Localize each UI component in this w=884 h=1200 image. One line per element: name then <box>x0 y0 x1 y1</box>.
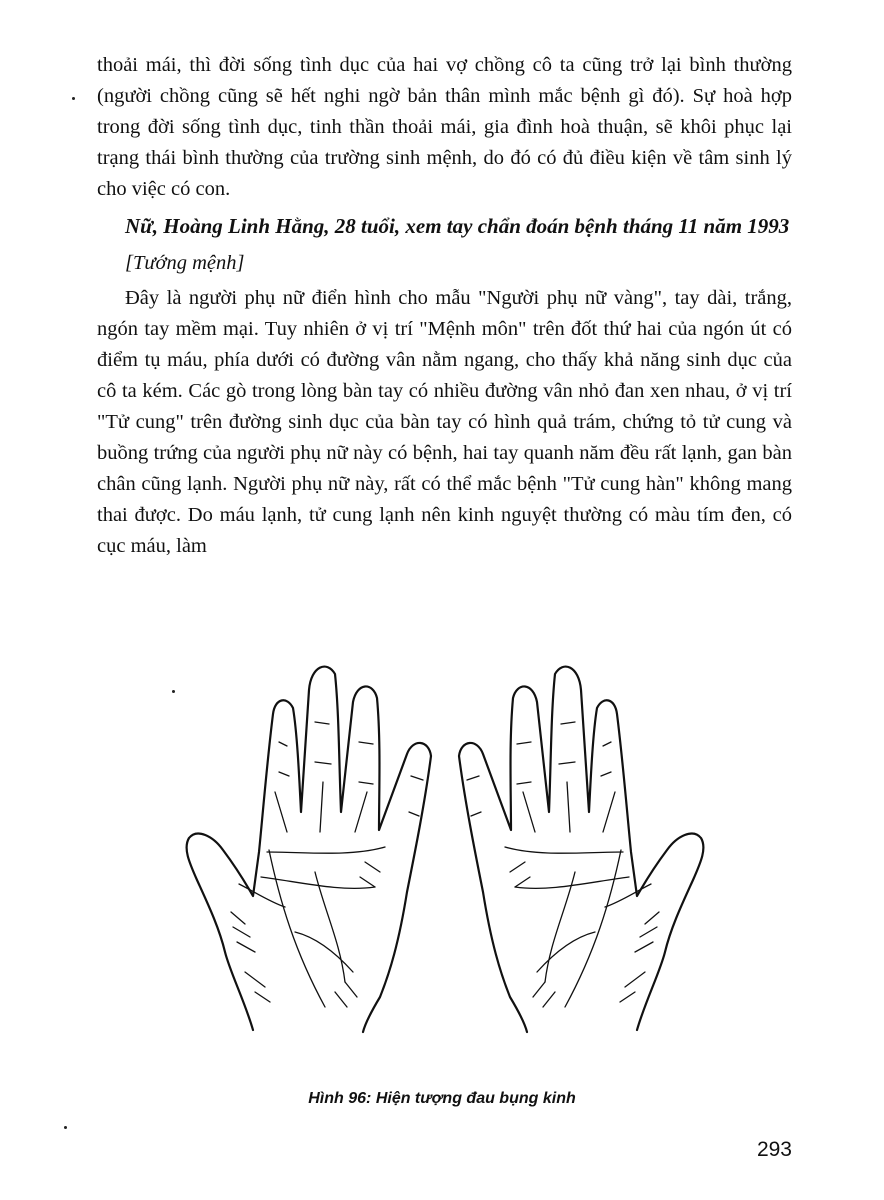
case-paragraph: Đây là người phụ nữ điển hình cho mẫu "Người phụ nữ vàng", tay dài, trắng, ngón tay mềm mại. Tuy nhiên ở vị trí "Mệnh môn" trên đốt thứ hai của ngón út có điểm tụ máu, phía dưới có đường vân nằm ngang, cho thấy khả năng sinh dục của cô ta kém. Các gò trong lòng bàn tay có nhiều đường vân nhỏ đan xen nhau, ở vị trí "Tử cung" trên đường sinh dục của bàn tay có hình quả trám, chứng tỏ tử cung và buồng trứng của người phụ nữ này có bệnh, hai tay quanh năm đều rất lạnh, gan bàn chân cũng lạnh. Người phụ nữ này, rất có thể mắc bệnh "Tử cung hàn" không mang thai được. Do máu lạnh, tử cung lạnh nên kinh nguyệt thường có màu tím đen, có cục máu, làm <box>97 287 792 557</box>
right-palm-lines <box>467 722 659 1007</box>
case-heading: Nữ, Hoàng Linh Hằng, 28 tuổi, xem tay chẩn đoán bệnh tháng 11 năm 1993 <box>125 214 790 238</box>
figure-caption: Hình 96: Hiện tượng đau bụng kinh <box>308 1090 576 1107</box>
palm-illustration <box>175 652 715 1047</box>
right-hand-outline <box>459 667 703 1032</box>
body-text <box>97 50 792 562</box>
left-palm-lines <box>231 722 423 1007</box>
scan-speck <box>64 1126 67 1129</box>
page-number: 293 <box>756 1138 792 1161</box>
left-hand-outline <box>187 667 431 1032</box>
section-subheading: [Tướng mệnh] <box>125 252 245 274</box>
scan-speck <box>72 97 75 100</box>
paragraph-continuation: thoải mái, thì đời sống tình dục của hai vợ chồng cô ta cũng trở lại bình thường (người chồng cũng sẽ hết nghi ngờ bản thân mình mắc bệnh gì đó). Sự hoà hợp trong đời sống tình dục, tinh thần thoải mái, gia đình hoà thuận, sẽ khôi phục lại trạng thái bình thường của trường sinh mệnh, do đó có đủ điều kiện về tâm sinh lý cho việc có con. <box>97 54 792 200</box>
